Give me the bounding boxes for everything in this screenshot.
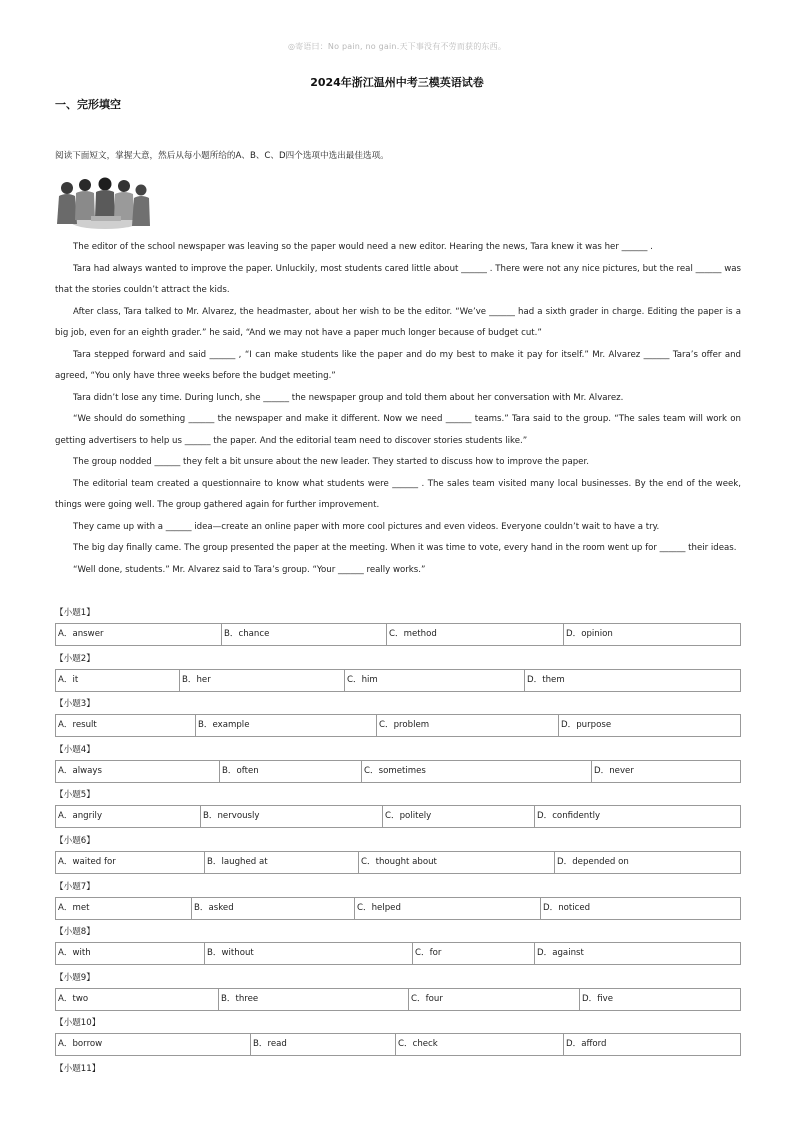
option-c[interactable]: C．him xyxy=(344,670,524,691)
passage-paragraph: The big day finally came. The group presented the paper at the meeting. When it was time to vote, every hand in the room went up for ______ their ideas. xyxy=(73,543,737,553)
instruction-text: 阅读下面短文，掌握大意，然后从每小题所给的A、B、C、D四个选项中选出最佳选项。 xyxy=(55,151,389,161)
question-label: 【小题2】 xyxy=(55,653,95,664)
option-b[interactable]: B．read xyxy=(250,1034,395,1055)
question-label: 【小题5】 xyxy=(55,790,95,801)
option-a[interactable]: A．answer xyxy=(58,629,104,639)
question-label: 【小题3】 xyxy=(55,699,95,710)
option-c[interactable]: C．politely xyxy=(382,806,534,827)
option-c[interactable]: C．method xyxy=(386,624,563,645)
option-c[interactable]: C．for xyxy=(412,943,534,964)
option-b[interactable]: B．her xyxy=(179,670,344,691)
question-label: 【小题9】 xyxy=(55,972,95,983)
passage-paragraph: “Well done, students.” Mr. Alvarez said to Tara’s group. “Your ______ really works.” xyxy=(73,564,426,575)
option-d[interactable]: D．against xyxy=(534,943,740,964)
option-c[interactable]: C．sometimes xyxy=(361,761,591,782)
option-d[interactable]: D．never xyxy=(591,761,740,782)
option-b[interactable]: B．laughed at xyxy=(204,852,358,873)
question-label: 【小题6】 xyxy=(55,835,95,846)
question-label: 【小题7】 xyxy=(55,881,95,892)
options-row xyxy=(55,760,741,783)
option-a[interactable]: A．borrow xyxy=(58,1039,103,1050)
option-d[interactable]: D．confidently xyxy=(534,806,740,827)
section-heading: 一、完形填空 xyxy=(55,98,121,111)
option-c[interactable]: C．check xyxy=(395,1034,563,1055)
options-row xyxy=(55,805,741,828)
question-label: 【小题10】 xyxy=(55,1018,101,1029)
option-c[interactable]: C．thought about xyxy=(358,852,554,873)
option-b[interactable]: B．chance xyxy=(221,624,386,645)
options-row xyxy=(55,714,741,737)
options-row xyxy=(55,851,741,874)
option-a[interactable]: A．two xyxy=(58,993,89,1004)
passage-paragraph: The editorial team created a questionnaire to know what students were ______ . The sales team visited many local businesses. By the end of the week, things were going well. The group gathered again for further improvement. xyxy=(55,478,741,510)
header-watermark: ◎寄语曰：No pain, no gain.天下事没有不劳而获的东西。 xyxy=(287,42,507,51)
question-label: 【小题11】 xyxy=(55,1063,101,1074)
students-group-photo xyxy=(55,172,152,235)
passage-paragraph: Tara didn’t lose any time. During lunch, she ______ the newspaper group and told them about her conversation with Mr. Alvarez. xyxy=(73,392,624,403)
option-a[interactable]: A．always xyxy=(58,765,102,776)
options-row xyxy=(55,623,741,646)
page-title: 2024年浙江温州中考三模英语试卷 xyxy=(310,76,484,89)
option-a[interactable]: A．result xyxy=(58,720,97,731)
option-a[interactable]: A．it xyxy=(58,674,79,685)
option-a[interactable]: A．waited for xyxy=(58,856,116,867)
question-list xyxy=(55,603,741,1079)
passage-paragraph: The editor of the school newspaper was leaving so the paper would need a new editor. Hearing the news, Tara knew it was her ______ . xyxy=(73,242,653,252)
question-label: 【小题8】 xyxy=(55,927,95,938)
options-row xyxy=(55,988,741,1011)
option-d[interactable]: D．afford xyxy=(563,1034,740,1055)
passage-paragraph: Tara stepped forward and said ______ , “I can make students like the paper and do my best to make it pay for itself.” Mr. Alvarez ______ Tara’s offer and agreed, “You only have three weeks before the budget meeting.” xyxy=(55,349,741,381)
question-label: 【小题1】 xyxy=(55,608,95,618)
option-d[interactable]: D．five xyxy=(579,989,740,1010)
options-row xyxy=(55,669,741,692)
cloze-passage xyxy=(55,237,741,581)
options-row xyxy=(55,897,741,920)
option-a[interactable]: A．met xyxy=(58,902,90,913)
passage-paragraph: Tara had always wanted to improve the paper. Unluckily, most students cared little about ______ . There were not any nice pictures, but the real ______ was that the stories couldn’t attract the kids. xyxy=(55,263,741,295)
options-row xyxy=(55,1033,741,1056)
question-label: 【小题4】 xyxy=(55,744,95,755)
option-b[interactable]: B．asked xyxy=(191,898,354,919)
option-b[interactable]: B．often xyxy=(219,761,361,782)
passage-paragraph: The group nodded ______ they felt a bit unsure about the new leader. They started to discuss how to improve the paper. xyxy=(73,457,589,467)
option-b[interactable]: B．nervously xyxy=(200,806,382,827)
option-d[interactable]: D．opinion xyxy=(563,624,740,645)
option-c[interactable]: C．problem xyxy=(376,715,558,736)
option-c[interactable]: C．four xyxy=(408,989,579,1010)
option-d[interactable]: D．depended on xyxy=(554,852,740,873)
option-a[interactable]: A．with xyxy=(58,948,91,959)
option-d[interactable]: D．noticed xyxy=(540,898,740,919)
option-b[interactable]: B．without xyxy=(204,943,412,964)
option-d[interactable]: D．purpose xyxy=(558,715,740,736)
option-b[interactable]: B．example xyxy=(195,715,376,736)
option-b[interactable]: B．three xyxy=(218,989,408,1010)
passage-paragraph: They came up with a ______ idea—create an online paper with more cool pictures and even videos. Everyone couldn’t wait to have a try. xyxy=(73,521,660,532)
option-c[interactable]: C．helped xyxy=(354,898,540,919)
options-row xyxy=(55,942,741,965)
passage-paragraph: “We should do something ______ the newspaper and make it different. Now we need ______ teams.” Tara said to the group. “The sales team will work on getting advertisers to help us ______ the paper. And the editorial team need to discover stories students like.” xyxy=(55,414,741,446)
option-d[interactable]: D．them xyxy=(524,670,740,691)
option-a[interactable]: A．angrily xyxy=(58,811,103,822)
passage-paragraph: After class, Tara talked to Mr. Alvarez, the headmaster, about her wish to be the editor. “We’ve ______ had a sixth grader in charge. Editing the paper is a big job, even for an eighth grader.” he said, “And we may not have a paper much longer because of budget cut.” xyxy=(55,306,741,338)
